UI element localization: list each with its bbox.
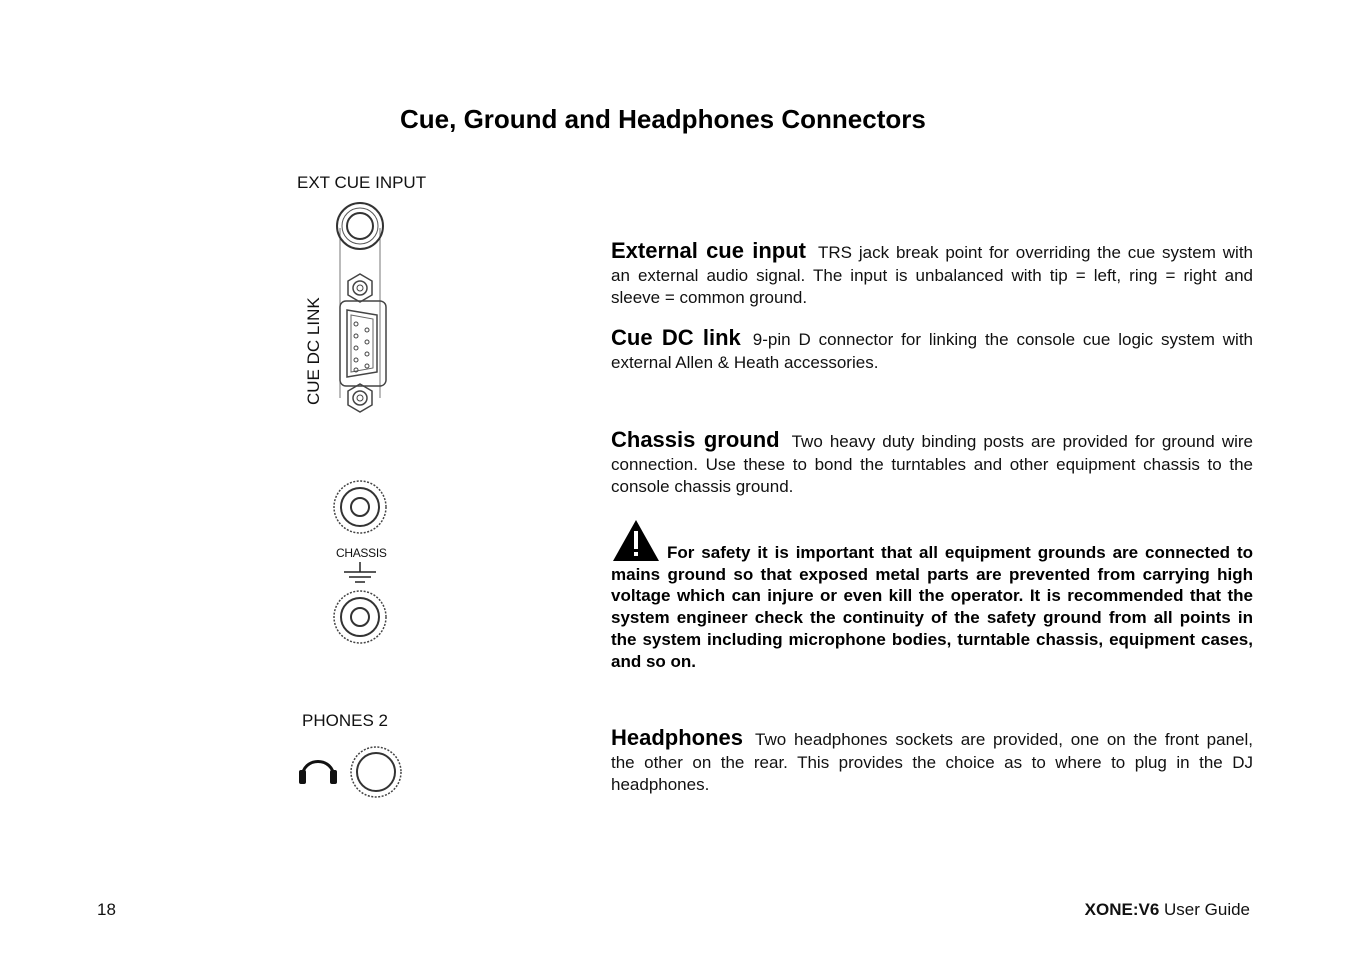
ground-symbol-icon — [344, 562, 376, 582]
chassis-label: CHASSIS — [336, 546, 387, 560]
headphones-body: Two headphones sockets are provided, one on the front panel, the other on the rear. This provides the choice as to where to plug in the DJ headphones. — [611, 730, 1253, 794]
external-cue-section — [611, 240, 1253, 310]
cue-connectors-drawing — [330, 198, 400, 418]
footer-guide-title — [1085, 900, 1250, 920]
headphones-heading: Headphones — [611, 725, 744, 750]
cue-dc-link-label: CUE DC LINK — [304, 297, 323, 405]
binding-post-bottom-icon — [334, 591, 386, 643]
page-title: Cue, Ground and Headphones Connectors — [400, 104, 926, 134]
phones-socket-icon — [351, 747, 401, 797]
chassis-ground-section — [611, 429, 1253, 499]
footer-guide: User Guide — [1159, 900, 1250, 919]
d-connector-screw-bottom-icon — [348, 384, 372, 412]
page-number: 18 — [97, 900, 116, 919]
chassis-ground-drawing — [330, 478, 390, 648]
safety-warning-text: For safety it is important that all equipment grounds are connected to mains ground so that exposed metal parts are prevented from carrying high voltage which can injure or even kill the operator. It is recommended that the system engineer check the continuity of the safety ground from all points in the system including microphone bodies, turntable chassis, equipment cases, and so on. — [611, 543, 1253, 671]
cue-dc-link-body: 9-pin D connector for linking the console cue logic system with external Allen & Heath accessories. — [611, 330, 1254, 372]
external-cue-heading: External cue input — [611, 238, 806, 263]
ext-cue-jack-icon — [337, 203, 383, 249]
phones-2-label: PHONES 2 — [302, 711, 388, 730]
d-connector-screw-top-icon — [348, 274, 372, 302]
headphones-icon — [299, 762, 337, 785]
d-connector-icon — [340, 301, 386, 386]
footer-product: XONE:V6 — [1084, 900, 1160, 919]
warning-triangle-icon — [611, 518, 661, 562]
binding-post-top-icon — [334, 481, 386, 533]
chassis-ground-body: Two heavy duty binding posts are provided for ground wire connection. Use these to bond the turntables and other equipment chassis to the console chassis ground. — [611, 432, 1253, 496]
cue-dc-link-heading: Cue DC link — [611, 325, 741, 350]
chassis-ground-heading: Chassis ground — [611, 427, 780, 452]
ext-cue-input-label: EXT CUE INPUT — [297, 173, 427, 192]
safety-warning — [611, 518, 1253, 672]
phones-drawing — [296, 744, 406, 800]
headphones-section — [611, 727, 1253, 797]
cue-dc-link-section — [611, 327, 1253, 374]
external-cue-body: TRS jack break point for overriding the cue system with an external audio signal. The input is unbalanced with tip = left, ring = right and sleeve = common ground. — [611, 243, 1253, 307]
